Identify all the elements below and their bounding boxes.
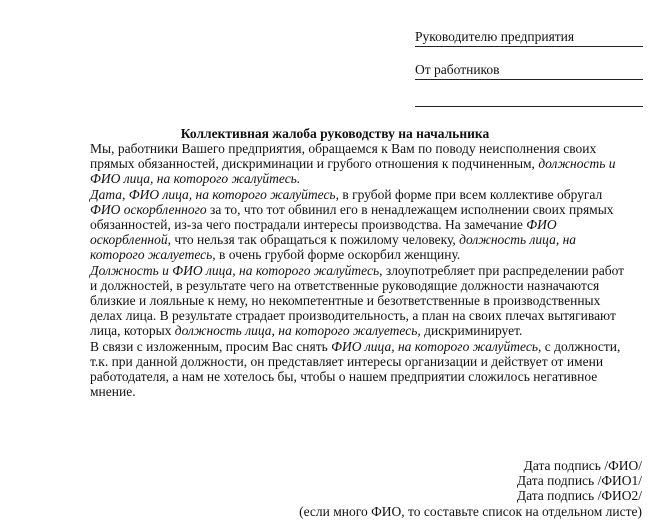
text-line — [90, 232, 650, 247]
text-line — [90, 217, 650, 232]
text-segment: делах лица. В результате страдает производительность, а план на своих плечах вытягивают — [90, 308, 616, 324]
placeholder-text: ФИО — [526, 217, 557, 233]
signature-line-1: Дата подпись /ФИО/ — [523, 458, 642, 473]
text-segment: за то, что тот обвинил его в ненадлежащем исполнении своих прямых — [206, 201, 614, 217]
text-segment: , злоупотребляет при распределении работ — [379, 262, 625, 278]
text-segment: прямых обязанностей, дискриминации и грубого отношения к подчиненным, — [90, 156, 539, 172]
addressee-block — [415, 28, 643, 121]
placeholder-text: оскорбленной — [90, 232, 168, 248]
placeholder-text: которого жалуетесь, — [90, 247, 216, 263]
signature-note: (если много ФИО, то составьте список на отдельном листе) — [299, 503, 642, 519]
text-line — [90, 187, 650, 202]
text-line — [90, 339, 650, 354]
text-segment: дискриминирует. — [420, 323, 523, 339]
text-segment: работодателя, а нам не хотелось бы, чтобы о нашем предприятии сложилось негативное — [90, 369, 598, 385]
text-segment: мнение. — [90, 384, 136, 400]
placeholder-text: должность лица, на — [459, 232, 577, 248]
text-segment: обязанностей, из-за чего пострадали интересы производства. На замечание — [90, 217, 527, 233]
paragraph — [90, 263, 650, 339]
text-line — [90, 278, 650, 293]
text-line — [90, 202, 650, 217]
text-line — [90, 384, 650, 399]
document-title: Коллективная жалоба руководству на начальника — [180, 126, 490, 141]
text-line — [90, 171, 650, 186]
text-segment: в очень грубой форме оскорбил женщину. — [215, 247, 461, 263]
placeholder-text: ФИО лица, на которого жалуйтесь — [331, 338, 538, 354]
placeholder-text: Должность и ФИО лица, на которого жалуйтесь — [90, 262, 380, 278]
paragraph — [90, 187, 650, 263]
signature-block — [299, 458, 642, 519]
text-line — [90, 141, 650, 156]
placeholder-text: должность лица, на которого жалуетесь, — [174, 323, 421, 339]
placeholder-text: должность и — [538, 156, 616, 172]
text-segment: т.к. при данной должности, он представляет интересы организации и действует от имени — [90, 353, 604, 369]
text-segment: Мы, работники Вашего предприятия, обращаемся к Вам по поводу неисполнения своих — [90, 141, 597, 156]
text-line — [90, 156, 650, 171]
text-segment: , что нельзя так обращаться к пожилому человеку, — [167, 232, 460, 248]
placeholder-text: ФИО лица, на которого жалуйтесь. — [90, 171, 301, 187]
complaint-body — [90, 141, 650, 399]
placeholder-text: ФИО оскорбленного — [90, 201, 207, 217]
text-line — [90, 293, 650, 308]
text-line — [90, 263, 650, 278]
addressee-from: От работников — [415, 61, 643, 80]
text-segment: и должностей, в результате чего на ответственные руководящие должности назначаются — [90, 277, 600, 293]
addressee-blank-line — [415, 94, 643, 107]
paragraph — [90, 339, 650, 400]
signature-line-3: Дата подпись /ФИО2/ — [516, 488, 642, 504]
text-line — [90, 308, 650, 323]
paragraph — [90, 141, 650, 187]
text-segment: лица, которых — [90, 323, 175, 339]
text-line — [90, 354, 650, 369]
text-line — [90, 323, 650, 338]
text-segment: близкие и лояльные к нему, но некомпетентные и безответственные в производственных — [90, 293, 601, 309]
placeholder-text: Дата, ФИО лица, на которого жалуйтесь — [90, 186, 336, 202]
text-line — [90, 247, 650, 262]
signature-line-2: Дата подпись /ФИО1/ — [516, 473, 642, 489]
text-segment: , с должности, — [537, 338, 621, 354]
addressee-to: Руководителю предприятия — [415, 28, 643, 47]
text-line — [90, 369, 650, 384]
text-segment: , в грубой форме при всем коллективе обругал — [335, 186, 603, 202]
text-segment: В связи с изложенным, просим Вас снять — [90, 338, 332, 354]
